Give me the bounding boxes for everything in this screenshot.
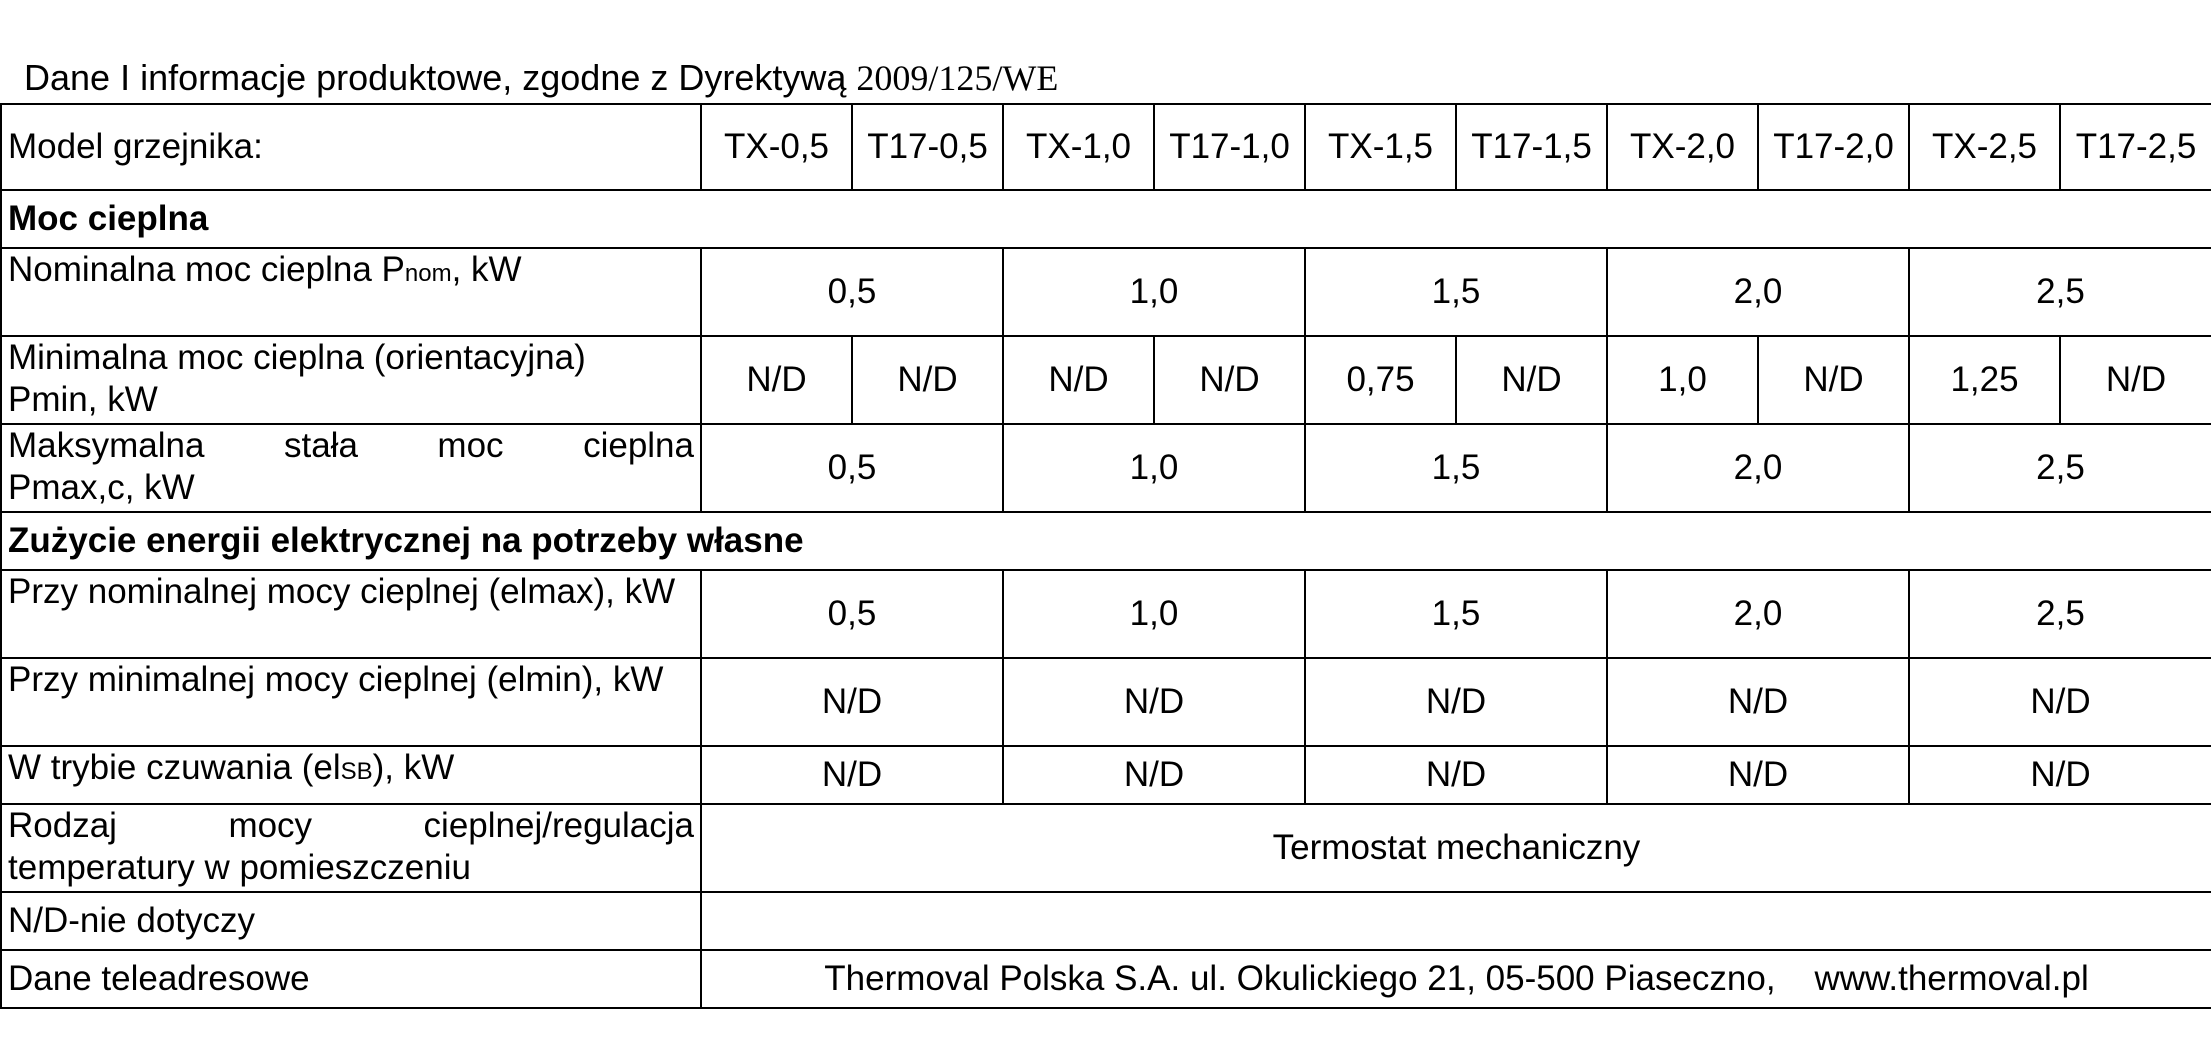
table-cell: N/D [852, 336, 1003, 424]
table-cell: N/D [1003, 746, 1305, 804]
table-cell: 0,5 [701, 424, 1003, 512]
model-header: T17-2,5 [2060, 104, 2211, 190]
table-cell: N/D [1909, 658, 2211, 746]
table-row-regulation [1, 804, 2211, 892]
table-row-nd-note [1, 892, 2211, 950]
table-cell: 1,0 [1003, 570, 1305, 658]
table-cell: N/D [1456, 336, 1607, 424]
model-header: T17-0,5 [852, 104, 1003, 190]
model-header: TX-0,5 [701, 104, 852, 190]
model-header: TX-2,5 [1909, 104, 2060, 190]
table-cell-empty [701, 892, 2211, 950]
elmax-label: Przy nominalnej mocy cieplnej (elmax), kW [1, 570, 701, 658]
contact-label: Dane teleadresowe [1, 950, 701, 1008]
elmin-label: Przy minimalnej mocy cieplnej (elmin), kW [1, 658, 701, 746]
table-cell: N/D [1607, 658, 1909, 746]
table-cell: 2,0 [1607, 570, 1909, 658]
section-heading-electricity: Zużycie energii elektrycznej na potrzeby własne [1, 512, 2211, 570]
table-cell: 1,0 [1003, 248, 1305, 336]
table-cell: 1,5 [1305, 570, 1607, 658]
model-header: TX-1,0 [1003, 104, 1154, 190]
product-data-table [0, 103, 2211, 1009]
table-cell: N/D [1003, 336, 1154, 424]
table-row-elmax [1, 570, 2211, 658]
table-row-section-energy [1, 512, 2211, 570]
table-row-section-heat [1, 190, 2211, 248]
table-row-standby [1, 746, 2211, 804]
table-cell: N/D [1758, 336, 1909, 424]
table-cell: N/D [701, 336, 852, 424]
table-cell: 0,75 [1305, 336, 1456, 424]
caption-text: Dane I informacje produktowe, zgodne z Dyrektywą [24, 57, 857, 98]
table-row-models [1, 104, 2211, 190]
document-caption [24, 57, 1059, 98]
table-cell: 1,0 [1003, 424, 1305, 512]
table-row-nominal [1, 248, 2211, 336]
table-cell: 0,5 [701, 570, 1003, 658]
table-cell: 0,5 [701, 248, 1003, 336]
table-cell: N/D [1909, 746, 2211, 804]
maximal-power-label: Maksymalna stała moc cieplna Pmax,c, kW [1, 424, 701, 512]
table-cell: N/D [1003, 658, 1305, 746]
table-cell: 1,0 [1607, 336, 1758, 424]
table-row-maximal [1, 424, 2211, 512]
table-row-elmin [1, 658, 2211, 746]
table-cell: N/D [1607, 746, 1909, 804]
table-cell: 1,5 [1305, 248, 1607, 336]
table-cell: 2,5 [1909, 248, 2211, 336]
nominal-power-label: Nominalna moc cieplna Pnom, kW [1, 248, 701, 336]
table-cell: N/D [2060, 336, 2211, 424]
model-header: T17-1,5 [1456, 104, 1607, 190]
table-cell: 1,5 [1305, 424, 1607, 512]
table-cell: N/D [701, 658, 1003, 746]
model-header: TX-2,0 [1607, 104, 1758, 190]
regulation-value: Termostat mechaniczny [701, 804, 2211, 892]
table-cell: 2,5 [1909, 570, 2211, 658]
table-cell: N/D [1154, 336, 1305, 424]
section-heading-heat-output: Moc cieplna [1, 190, 2211, 248]
contact-value: Thermoval Polska S.A. ul. Okulickiego 21, 05-500 Piaseczno, www.thermoval.pl [701, 950, 2211, 1008]
standby-label: W trybie czuwania (elSB), kW [1, 746, 701, 804]
table-cell: 2,0 [1607, 424, 1909, 512]
table-cell: N/D [1305, 746, 1607, 804]
table-cell: 2,0 [1607, 248, 1909, 336]
model-header: T17-2,0 [1758, 104, 1909, 190]
regulation-label: Rodzaj mocy cieplnej/regulacja temperatury w pomieszczeniu [1, 804, 701, 892]
model-header: T17-1,0 [1154, 104, 1305, 190]
table-cell: N/D [1305, 658, 1607, 746]
table-row-contact [1, 950, 2211, 1008]
table-row-minimal [1, 336, 2211, 424]
table-cell: 1,25 [1909, 336, 2060, 424]
directive-number: 2009/125/WE [856, 58, 1059, 98]
table-cell: 2,5 [1909, 424, 2211, 512]
model-label: Model grzejnika: [1, 104, 701, 190]
table-cell: N/D [701, 746, 1003, 804]
minimal-power-label: Minimalna moc cieplna (orientacyjna) Pmin, kW [1, 336, 701, 424]
model-header: TX-1,5 [1305, 104, 1456, 190]
nd-note-label: N/D-nie dotyczy [1, 892, 701, 950]
